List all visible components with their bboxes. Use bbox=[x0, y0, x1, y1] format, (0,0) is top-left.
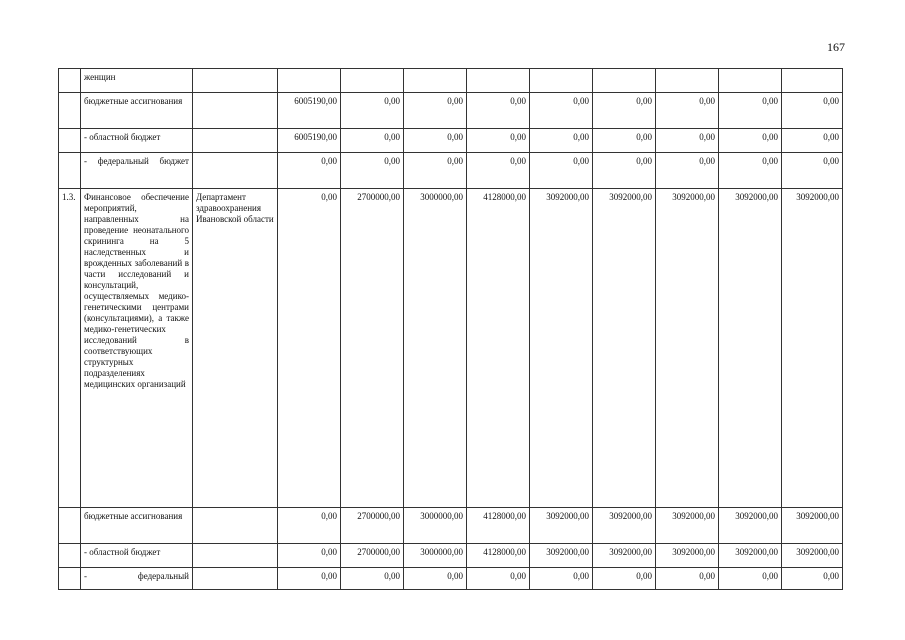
row-number-cell bbox=[59, 153, 81, 189]
value-cell: 0,00 bbox=[278, 189, 341, 508]
table-row bbox=[59, 129, 843, 153]
value-cell: 3092000,00 bbox=[530, 189, 593, 508]
row-number-cell bbox=[59, 129, 81, 153]
value-cell: 0,00 bbox=[278, 153, 341, 189]
row-number-cell bbox=[59, 568, 81, 590]
page-number: 167 bbox=[827, 40, 845, 54]
value-cell: 3092000,00 bbox=[782, 189, 843, 508]
table-row bbox=[59, 508, 843, 544]
value-cell: 3092000,00 bbox=[719, 508, 782, 544]
value-cell: 0,00 bbox=[404, 93, 467, 129]
item-name-cell: - федеральный бюджет bbox=[81, 153, 193, 189]
value-cell: 0,00 bbox=[341, 129, 404, 153]
value-cell: 0,00 bbox=[404, 153, 467, 189]
value-cell: 0,00 bbox=[341, 153, 404, 189]
value-cell bbox=[530, 69, 593, 93]
value-cell: 0,00 bbox=[656, 153, 719, 189]
value-cell: 0,00 bbox=[467, 153, 530, 189]
value-cell bbox=[782, 69, 843, 93]
value-cell: 4128000,00 bbox=[467, 189, 530, 508]
value-cell: 3092000,00 bbox=[719, 189, 782, 508]
value-cell bbox=[341, 69, 404, 93]
value-cell: 3092000,00 bbox=[530, 544, 593, 568]
value-cell: 3000000,00 bbox=[404, 508, 467, 544]
value-cell: 0,00 bbox=[656, 93, 719, 129]
item-name-cell: - федеральный bbox=[81, 568, 193, 590]
value-cell: 0,00 bbox=[719, 93, 782, 129]
value-cell bbox=[593, 69, 656, 93]
value-cell: 3092000,00 bbox=[530, 508, 593, 544]
value-cell: 0,00 bbox=[530, 93, 593, 129]
value-cell: 0,00 bbox=[278, 568, 341, 590]
item-name-cell: женщин bbox=[81, 69, 193, 93]
value-cell: 0,00 bbox=[404, 568, 467, 590]
table-row bbox=[59, 93, 843, 129]
value-cell: 3092000,00 bbox=[656, 189, 719, 508]
executor-cell bbox=[193, 153, 278, 189]
value-cell: 0,00 bbox=[593, 129, 656, 153]
value-cell bbox=[656, 69, 719, 93]
value-cell: 3092000,00 bbox=[593, 544, 656, 568]
value-cell: 6005190,00 bbox=[278, 93, 341, 129]
value-cell: 2700000,00 bbox=[341, 508, 404, 544]
value-cell: 0,00 bbox=[593, 153, 656, 189]
value-cell: 0,00 bbox=[593, 93, 656, 129]
row-number-cell: 1.3. bbox=[59, 189, 81, 508]
value-cell: 0,00 bbox=[467, 129, 530, 153]
value-cell: 3000000,00 bbox=[404, 544, 467, 568]
item-name-cell: - областной бюджет bbox=[81, 544, 193, 568]
value-cell: 2700000,00 bbox=[341, 544, 404, 568]
value-cell: 0,00 bbox=[341, 568, 404, 590]
value-cell: 0,00 bbox=[404, 129, 467, 153]
table-row bbox=[59, 189, 843, 508]
executor-cell bbox=[193, 93, 278, 129]
value-cell: 0,00 bbox=[593, 568, 656, 590]
value-cell: 3092000,00 bbox=[782, 544, 843, 568]
executor-cell bbox=[193, 568, 278, 590]
value-cell: 3092000,00 bbox=[593, 508, 656, 544]
value-cell: 3000000,00 bbox=[404, 189, 467, 508]
value-cell bbox=[467, 69, 530, 93]
executor-cell bbox=[193, 129, 278, 153]
row-number-cell bbox=[59, 544, 81, 568]
value-cell: 0,00 bbox=[656, 129, 719, 153]
value-cell: 0,00 bbox=[530, 153, 593, 189]
table-row bbox=[59, 568, 843, 590]
value-cell: 0,00 bbox=[467, 568, 530, 590]
item-name-cell: бюджетные ассигнования bbox=[81, 93, 193, 129]
value-cell bbox=[719, 69, 782, 93]
row-number-cell bbox=[59, 93, 81, 129]
value-cell: 0,00 bbox=[782, 153, 843, 189]
value-cell: 3092000,00 bbox=[656, 544, 719, 568]
value-cell: 0,00 bbox=[278, 508, 341, 544]
value-cell: 4128000,00 bbox=[467, 508, 530, 544]
table-row bbox=[59, 153, 843, 189]
value-cell: 0,00 bbox=[467, 93, 530, 129]
value-cell: 0,00 bbox=[656, 568, 719, 590]
value-cell: 3092000,00 bbox=[719, 544, 782, 568]
value-cell: 0,00 bbox=[530, 129, 593, 153]
row-number-cell bbox=[59, 508, 81, 544]
table-row bbox=[59, 544, 843, 568]
value-cell: 0,00 bbox=[530, 568, 593, 590]
value-cell: 0,00 bbox=[719, 153, 782, 189]
budget-table bbox=[58, 68, 843, 590]
value-cell: 0,00 bbox=[782, 568, 843, 590]
value-cell: 4128000,00 bbox=[467, 544, 530, 568]
value-cell: 3092000,00 bbox=[593, 189, 656, 508]
executor-cell bbox=[193, 508, 278, 544]
value-cell: 0,00 bbox=[719, 129, 782, 153]
value-cell: 6005190,00 bbox=[278, 129, 341, 153]
executor-cell bbox=[193, 69, 278, 93]
row-number-cell bbox=[59, 69, 81, 93]
item-name-cell: Финансовое обеспечение мероприятий, направленных на проведение неонатального скрининга на 5 наследственных и врожденных заболеваний в части исследований и консультаций, осуществляемых медико-генетическими центрами (консультациями), а также медико-генетических исследований в соответствующих структурных подразделениях медицинских организаций bbox=[81, 189, 193, 508]
value-cell: 0,00 bbox=[782, 93, 843, 129]
table-row bbox=[59, 69, 843, 93]
value-cell: 0,00 bbox=[782, 129, 843, 153]
value-cell: 0,00 bbox=[278, 544, 341, 568]
value-cell bbox=[404, 69, 467, 93]
value-cell: 2700000,00 bbox=[341, 189, 404, 508]
value-cell bbox=[278, 69, 341, 93]
executor-cell: Департамент здравоохранения Ивановской области bbox=[193, 189, 278, 508]
executor-cell bbox=[193, 544, 278, 568]
item-name-cell: - областной бюджет bbox=[81, 129, 193, 153]
value-cell: 0,00 bbox=[341, 93, 404, 129]
value-cell: 3092000,00 bbox=[782, 508, 843, 544]
value-cell: 3092000,00 bbox=[656, 508, 719, 544]
item-name-cell: бюджетные ассигнования bbox=[81, 508, 193, 544]
value-cell: 0,00 bbox=[719, 568, 782, 590]
